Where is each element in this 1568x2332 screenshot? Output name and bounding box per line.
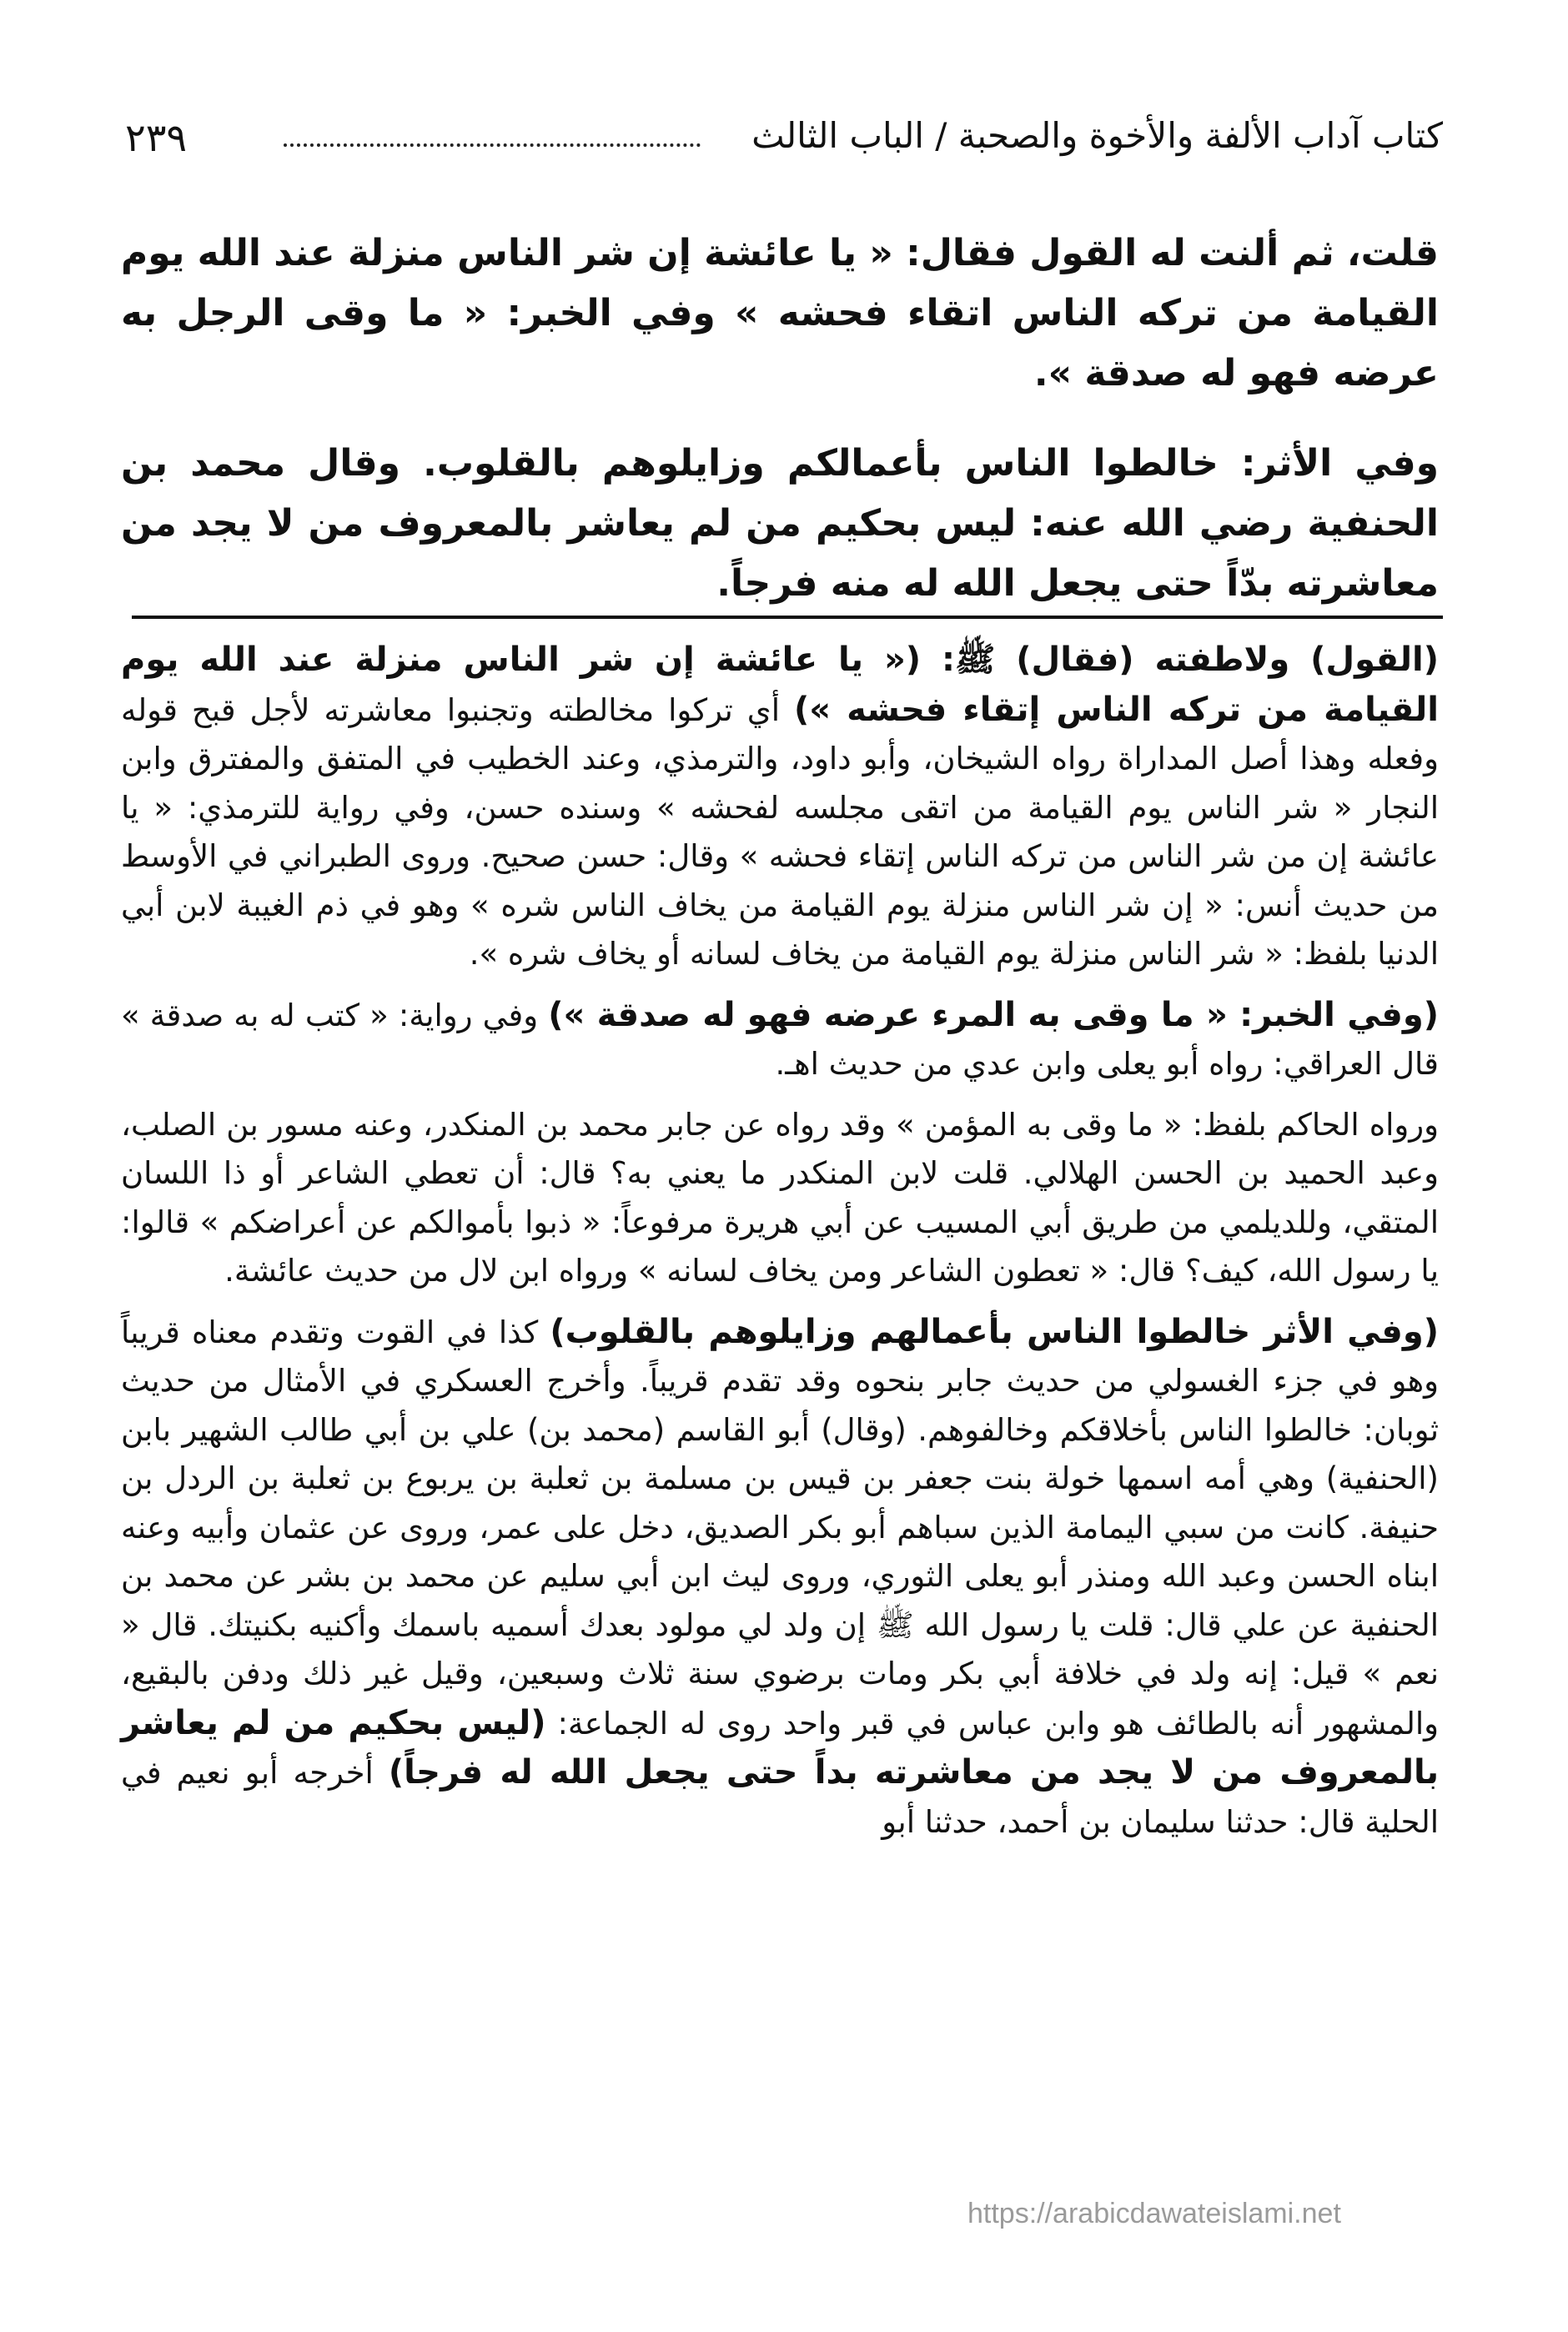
watermark-url: https://arabicdawateislami.net [967,2198,1341,2229]
commentary-paragraph-1 [121,636,1439,979]
commentary-body: وفي رواية: « كتب له به صدقة » قال العراقي: رواه أبو يعلى وابن عدي من حديث اهـ. [121,997,1439,1082]
page-number: ٢٣٩ [125,115,188,160]
commentary-paragraph-3 [121,1101,1439,1296]
commentary-paragraph-4 [121,1308,1439,1847]
main-text [121,224,1439,644]
header-leader-dots [284,118,701,147]
commentary-body: كذا في القوت وتقدم معناه قريباً وهو في جزء الغسولي من حديث جابر بنحوه وقد تقدم قريباً. وأخرج العسكري في الأمثال من حديث ثوبان: خالطوا الناس بأخلاقكم وخالفوهم. (وقال) أبو القاسم (محمد بن) علي بن أبي طالب الشهير بابن (الحنفية) وهي أمه اسمها خولة بنت جعفر بن قيس بن مسلمة بن ثعلبة بن يربوع بن ثعلبة بن الردل بن حنيفة. كانت من سبي اليمامة الذين سباهم أبو بكر الصديق، دخل على عمر، وروى عن عثمان وأبيه وعنه ابناه الحسن وعبد الله ومنذر أبو يعلى الثوري، وروى ليث ابن أبي سليم عن محمد بن بشر عن محمد بن الحنفية عن علي قال: قلت يا رسول الله ﷺ إن ولد لي مولود بعدك أسميه باسمك وأكنيه بكنيتك. قال « نعم » قيل: إنه ولد في خلافة أبي بكر ومات برضوي سنة ثلاث وسبعين، وقيل غير ذلك ودفن بالبقيع، والمشهور أنه بالطائف هو وابن عباس في قبر واحد روى له الجماعة: [121,1314,1439,1741]
commentary-quote: (وفي الخبر: « ما وقى به المرء عرضه فهو له صدقة ») [548,995,1439,1034]
section-divider [132,616,1443,619]
running-header [125,115,1443,173]
commentary-quote: (القول) ولاطفته (فقال) ﷺ: (« يا عائشة إن شر الناس منزلة عند الله يوم القيامة من تركه الناس إتقاء فحشه ») [121,641,1439,729]
commentary-quote: (ليس بحكيم من لم يعاشر بالمعروف من لا يجد من معاشرته بداً حتى يجعل الله له فرجاً) [121,1703,1439,1792]
commentary-body: أي تركوا مخالطته وتجنبوا معاشرته لأجل قبح قوله وفعله وهذا أصل المداراة رواه الشيخان، وأبو داود، والترمذي، وعند الخطيب في المتفق والمفترق وابن النجار « شر الناس يوم القيامة من اتقى مجلسه لفحشه » وسنده حسن، وفي رواية للترمذي: « يا عائشة إن من شر الناس من تركه الناس إتقاء فحشه » وقال: حسن صحيح. وروى الطبراني في الأوسط من حديث أنس: « إن شر الناس منزلة يوم القيامة من يخاف الناس شره » وهو في ذم الغيبة لابن أبي الدنيا بلفظ: « شر الناس منزلة يوم القيامة من يخاف لسانه أو يخاف شره ». [121,691,1439,972]
main-paragraph-1: قلت، ثم ألنت له القول فقال: « يا عائشة إن شر الناس منزلة عند الله يوم القيامة من تركه الناس اتقاء فحشه » وفي الخبر: « ما وقى الرجل به عرضه فهو له صدقة ». [121,232,1439,395]
commentary-quote: (وفي الأثر خالطوا الناس بأعمالهم وزايلوهم بالقلوب) [550,1312,1439,1351]
main-paragraph-2: وفي الأثر: خالطوا الناس بأعمالكم وزايلوهم بالقلوب. وقال محمد بن الحنفية رضي الله عنه: ليس بحكيم من لم يعاشر بالمعروف من لا يجد من معاشرته بدّاً حتى يجعل الله له منه فرجاً. [121,442,1439,605]
commentary-text [121,636,1439,1858]
commentary-body: ورواه الحاكم بلفظ: « ما وقى به المؤمن » وقد رواه عن جابر محمد بن المنكدر، وعنه مسور بن الصلب، وعبد الحميد بن الحسن الهلالي. قلت لابن المنكدر ما يعني به؟ قال: أن تعطي الشاعر أو ذا اللسان المتقي، وللديلمي من طريق أبي المسيب عن أبي هريرة مرفوعاً: « ذبوا بأموالكم عن أعراضكم » قالوا: يا رسول الله، كيف؟ قال: « تعطون الشاعر ومن يخاف لسانه » ورواه ابن لال من حديث عائشة. [121,1106,1439,1289]
commentary-paragraph-2 [121,991,1439,1089]
commentary-body: أخرجه أبو نعيم في الحلية قال: حدثنا سليمان بن أحمد، حدثنا أبو [121,1755,1439,1840]
header-title: كتاب آداب الألفة والأخوة والصحبة / الباب الثالث [751,115,1443,156]
